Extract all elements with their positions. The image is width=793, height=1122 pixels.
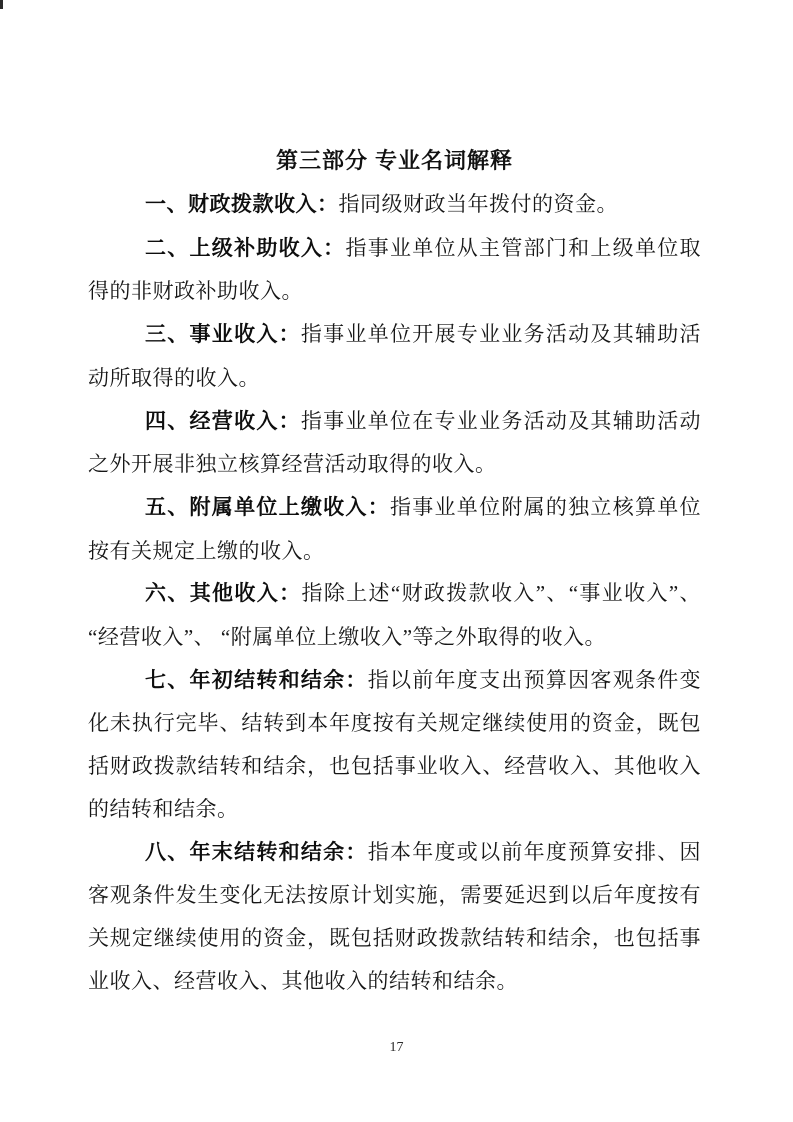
term-body: 指同级财政当年拨付的资金。 bbox=[338, 192, 618, 216]
term-paragraph-7 bbox=[88, 659, 701, 831]
term-paragraph-5 bbox=[88, 486, 701, 572]
term-body: 指本年度或以前年度预算安排、因客观条件发生变化无法按原计划实施，需要延迟到以后年度按有关规定继续使用的资金，既包括财政拨款结转和结余，也包括事业收入、经营收入、其他收入的结转和结余。 bbox=[88, 839, 702, 993]
term-body: 指以前年度支出预算因客观条件变化未执行完毕、结转到本年度按有关规定继续使用的资金，既包括财政拨款结转和结余，也包括事业收入、经营收入、其他收入的结转和结余。 bbox=[88, 667, 702, 821]
term-body: 指事业单位附属的独立核算单位按有关规定上缴的收入。 bbox=[88, 494, 702, 563]
page-content bbox=[88, 139, 701, 1002]
term-paragraph-8 bbox=[88, 831, 701, 1003]
term-head: 五、附属单位上缴收入： bbox=[145, 495, 390, 519]
term-body: 指事业单位从主管部门和上级单位取得的非财政补助收入。 bbox=[88, 235, 701, 304]
term-paragraph-6 bbox=[88, 572, 701, 658]
term-paragraph-1 bbox=[88, 183, 701, 227]
term-head: 四、经营收入： bbox=[145, 409, 301, 433]
term-body: 指除上述“财政拨款收入”、“事业收入”、“经营收入”、 “附属单位上缴收入”等之外取得的收入。 bbox=[88, 581, 701, 650]
page-number: 17 bbox=[389, 1040, 404, 1055]
term-head: 二、上级补助收入： bbox=[145, 236, 346, 260]
term-head: 六、其他收入： bbox=[145, 582, 302, 606]
term-body: 指事业单位开展专业业务活动及其辅助活动所取得的收入。 bbox=[88, 322, 702, 390]
scan-artifact bbox=[0, 0, 3, 9]
term-paragraph-2 bbox=[88, 227, 701, 313]
term-body: 指事业单位在专业业务活动及其辅助活动之外开展非独立核算经营活动取得的收入。 bbox=[88, 408, 702, 477]
term-paragraph-4 bbox=[88, 400, 701, 486]
term-head: 一、财政拨款收入： bbox=[145, 193, 339, 216]
term-paragraph-3 bbox=[88, 313, 701, 399]
term-head: 七、年初结转和结余： bbox=[145, 668, 368, 692]
term-head: 三、事业收入： bbox=[145, 323, 301, 347]
page-title: 第三部分 专业名词解释 bbox=[275, 148, 514, 173]
term-head: 八、年末结转和结余： bbox=[145, 840, 368, 864]
